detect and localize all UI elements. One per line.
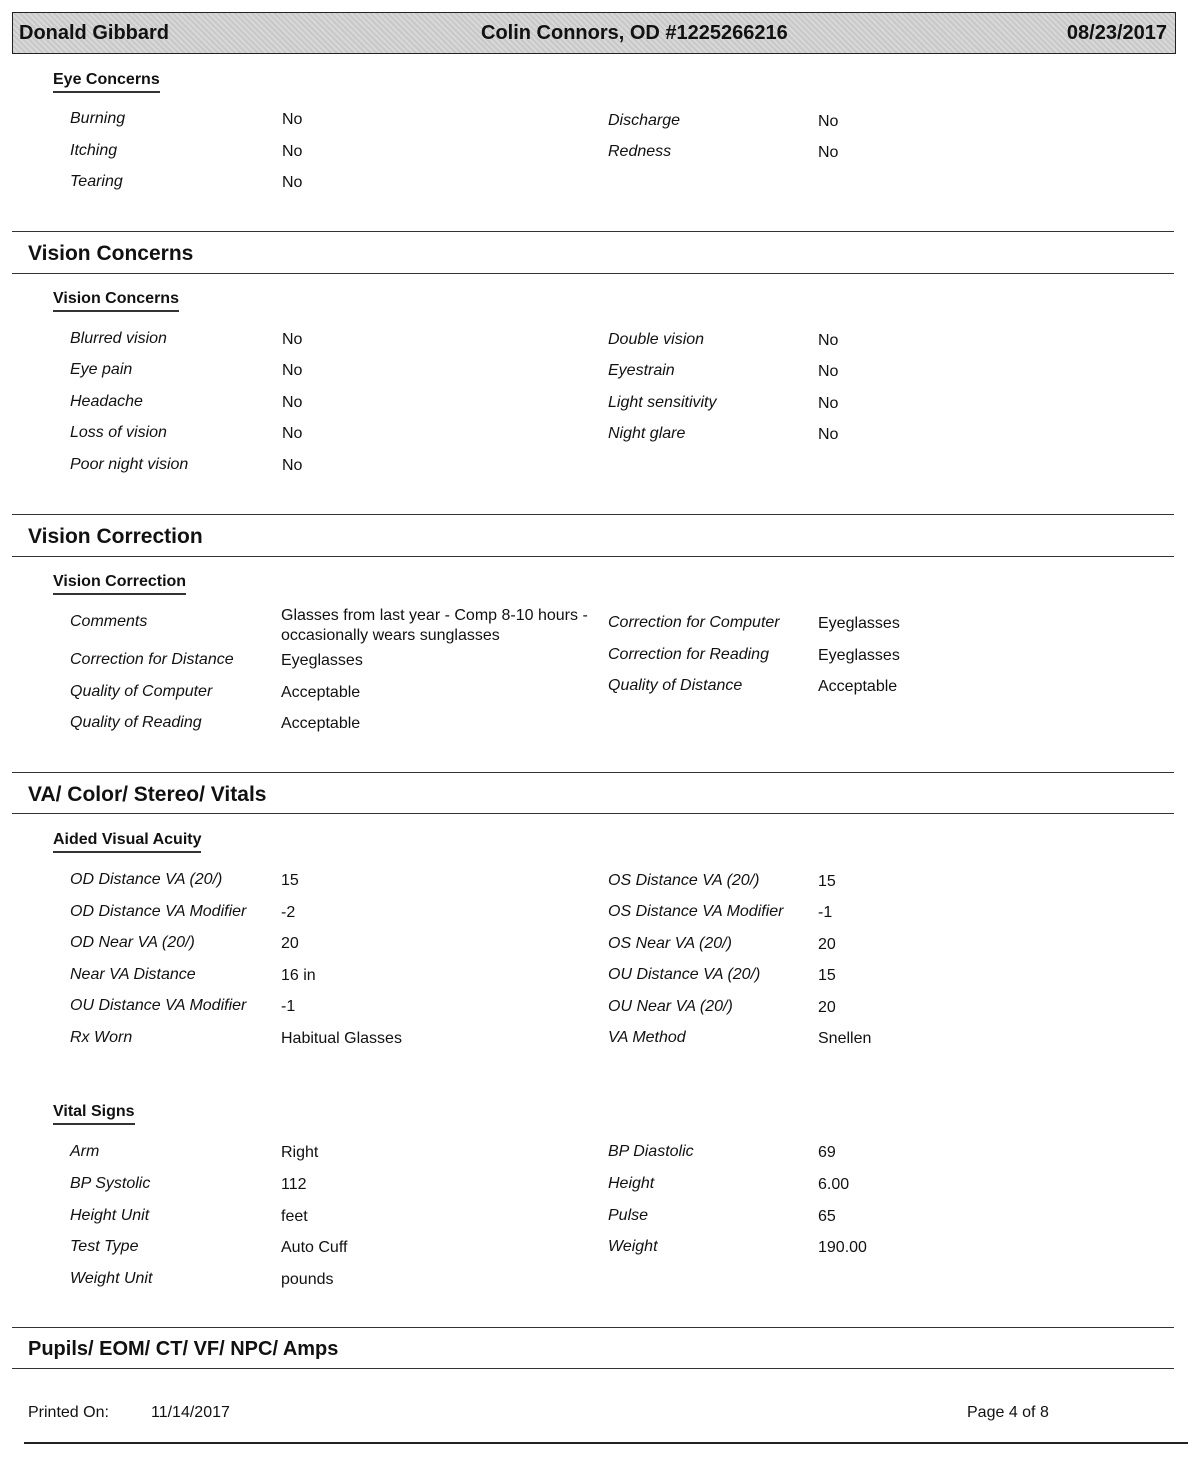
field-label: Redness xyxy=(608,143,672,160)
field-value: pounds xyxy=(281,1271,334,1288)
vision-concerns-title: Vision Concerns xyxy=(28,242,194,265)
vital-signs-subtitle: Vital Signs xyxy=(53,1103,135,1125)
field-label: OU Distance VA (20/) xyxy=(608,966,761,983)
field-value: No xyxy=(818,363,839,380)
field-value: Acceptable xyxy=(281,684,361,701)
field-value: -1 xyxy=(281,998,296,1015)
field-label: OU Near VA (20/) xyxy=(608,998,733,1015)
field-label: Correction for Computer xyxy=(608,614,780,631)
section-divider xyxy=(12,1327,1174,1328)
field-label: OU Distance VA Modifier xyxy=(70,997,247,1014)
field-label: Arm xyxy=(70,1143,100,1160)
field-value: 20 xyxy=(281,935,299,952)
pupils-title: Pupils/ EOM/ CT/ VF/ NPC/ Amps xyxy=(28,1338,339,1360)
field-value: No xyxy=(282,425,303,442)
vision-correction-title: Vision Correction xyxy=(28,525,203,548)
section-divider xyxy=(12,556,1174,557)
field-value: Acceptable xyxy=(818,678,898,695)
field-value: 15 xyxy=(818,967,836,984)
field-label: Comments xyxy=(70,613,148,630)
field-value: -1 xyxy=(818,904,833,921)
field-value: 112 xyxy=(281,1176,307,1193)
field-label: OS Distance VA (20/) xyxy=(608,872,760,889)
field-label: Night glare xyxy=(608,425,686,442)
field-label: Burning xyxy=(70,110,126,127)
field-label: BP Diastolic xyxy=(608,1143,694,1160)
field-label: Eyestrain xyxy=(608,362,675,379)
section-divider xyxy=(12,514,1174,515)
field-value: 65 xyxy=(818,1208,836,1225)
section-divider xyxy=(12,772,1174,773)
field-label: OS Distance VA Modifier xyxy=(608,903,784,920)
field-label: OS Near VA (20/) xyxy=(608,935,732,952)
field-label: Weight xyxy=(608,1238,658,1255)
aided-visual-acuity-subtitle: Aided Visual Acuity xyxy=(53,831,201,853)
field-value: Eyeglasses xyxy=(818,647,900,664)
field-value: Right xyxy=(281,1144,319,1161)
printed-on-date: 11/14/2017 xyxy=(151,1404,230,1421)
field-label: Height xyxy=(608,1175,655,1192)
field-label: OD Distance VA (20/) xyxy=(70,871,223,888)
exam-date: 08/23/2017 xyxy=(1066,22,1167,44)
field-label: Quality of Distance xyxy=(608,677,743,694)
field-value: 20 xyxy=(818,999,836,1016)
field-value: No xyxy=(282,174,303,191)
field-label: Eye pain xyxy=(70,361,133,378)
field-label: VA Method xyxy=(608,1029,686,1046)
va-color-title: VA/ Color/ Stereo/ Vitals xyxy=(28,783,267,806)
field-label: Tearing xyxy=(70,173,123,190)
field-value: Eyeglasses xyxy=(818,615,900,632)
field-value: 190.00 xyxy=(818,1239,867,1256)
field-label: Blurred vision xyxy=(70,330,167,347)
field-label: Itching xyxy=(70,142,118,159)
field-value: 6.00 xyxy=(818,1176,850,1193)
comments-value: Glasses from last year - Comp 8-10 hours - occasionally wears sunglasses xyxy=(281,607,588,644)
field-value: Snellen xyxy=(818,1030,872,1047)
field-value: No xyxy=(282,331,303,348)
field-value: No xyxy=(282,362,303,379)
section-divider xyxy=(12,231,1174,232)
field-value: 15 xyxy=(818,873,836,890)
field-label: OD Distance VA Modifier xyxy=(70,903,247,920)
field-value: 15 xyxy=(281,872,299,889)
field-value: No xyxy=(282,457,303,474)
vision-concerns-subtitle: Vision Concerns xyxy=(53,290,179,312)
field-value: -2 xyxy=(281,904,296,921)
field-value: Habitual Glasses xyxy=(281,1030,402,1047)
field-value: Acceptable xyxy=(281,715,361,732)
field-value: 20 xyxy=(818,936,836,953)
vision-correction-subtitle: Vision Correction xyxy=(53,573,186,595)
field-value: No xyxy=(282,143,303,160)
field-value: feet xyxy=(281,1208,308,1225)
field-value: No xyxy=(818,144,839,161)
footer-divider xyxy=(24,1442,1188,1444)
provider-name: Colin Connors, OD #1225266216 xyxy=(481,22,788,44)
section-divider xyxy=(12,1368,1174,1369)
field-value: No xyxy=(282,111,303,128)
field-label: Quality of Computer xyxy=(70,683,213,700)
field-label: Rx Worn xyxy=(70,1029,133,1046)
field-label: Double vision xyxy=(608,331,705,348)
page-header xyxy=(12,12,1176,54)
field-value: 16 in xyxy=(281,967,316,984)
field-label: Test Type xyxy=(70,1238,139,1255)
field-label: Pulse xyxy=(608,1207,649,1224)
field-label: Light sensitivity xyxy=(608,394,717,411)
field-label: OD Near VA (20/) xyxy=(70,934,195,951)
field-label: Correction for Distance xyxy=(70,651,234,668)
field-value: Eyeglasses xyxy=(281,652,363,669)
field-label: Near VA Distance xyxy=(70,966,196,983)
field-label: Height Unit xyxy=(70,1207,150,1224)
section-divider xyxy=(12,273,1174,274)
field-value: No xyxy=(818,426,839,443)
section-divider xyxy=(12,813,1174,814)
eye-concerns-subtitle: Eye Concerns xyxy=(53,71,160,93)
field-value: No xyxy=(818,113,839,130)
field-label: BP Systolic xyxy=(70,1175,151,1192)
field-label: Weight Unit xyxy=(70,1270,153,1287)
field-label: Poor night vision xyxy=(70,456,189,473)
printed-on-label: Printed On: xyxy=(28,1404,109,1421)
field-label: Loss of vision xyxy=(70,424,167,441)
page-number: Page 4 of 8 xyxy=(967,1404,1049,1421)
field-value: No xyxy=(282,394,303,411)
field-value: Auto Cuff xyxy=(281,1239,348,1256)
field-label: Correction for Reading xyxy=(608,646,769,663)
field-value: No xyxy=(818,395,839,412)
field-label: Headache xyxy=(70,393,143,410)
field-label: Discharge xyxy=(608,112,681,129)
field-value: 69 xyxy=(818,1144,836,1161)
field-value: No xyxy=(818,332,839,349)
patient-name: Donald Gibbard xyxy=(19,22,169,44)
field-label: Quality of Reading xyxy=(70,714,202,731)
